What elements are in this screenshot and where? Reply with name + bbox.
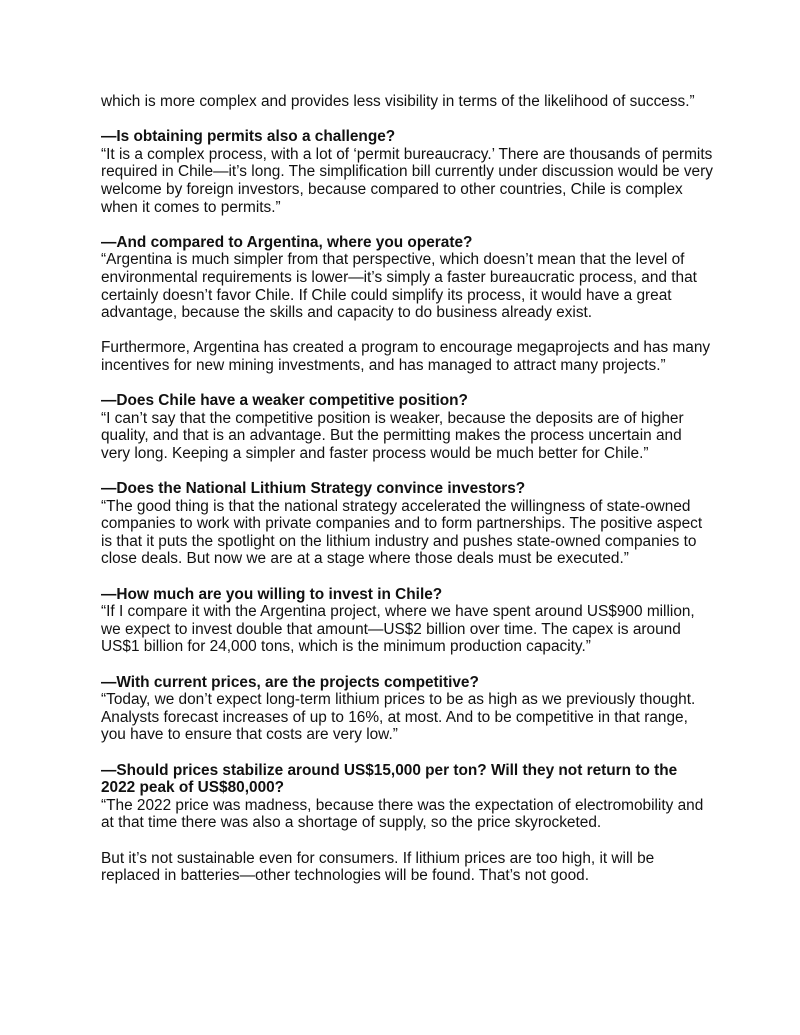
qa-block-current-prices bbox=[101, 674, 713, 744]
answer-paragraph: “The good thing is that the national strategy accelerated the willingness of state-owned companies to work with private companies and to form partnerships. The positive aspect is that it puts the spotlight on the lithium industry and pushes state-owned companies to close deals. But now we are at a stage where those deals must be executed.” bbox=[101, 497, 703, 568]
qa-block-investment bbox=[101, 586, 713, 656]
qa-block-price-peak bbox=[101, 762, 713, 885]
question-heading: —Does Chile have a weaker competitive position? bbox=[101, 392, 468, 410]
intro-paragraph: which is more complex and provides less visibility in terms of the likelihood of success.” bbox=[101, 93, 695, 110]
answer-paragraph: “Argentina is much simpler from that perspective, which doesn’t mean that the level of environmental requirements is lower—it’s simply a faster bureaucratic process, and that certainly doesn’t favor Chile. If Chile could simplify its process, it would have a great advantage, because the skills and capacity to do business already exist. bbox=[101, 251, 697, 322]
answer-paragraph: “Today, we don’t expect long-term lithium prices to be as high as we previously thought. Analysts forecast increases of up to 16%, at most. And to be competitive in that range, you have to ensure that costs are very low.” bbox=[101, 691, 696, 744]
qa-block-argentina bbox=[101, 234, 713, 375]
qa-block-lithium-strategy bbox=[101, 480, 713, 568]
answer-paragraph: But it’s not sustainable even for consumers. If lithium prices are too high, it will be replaced in batteries—other technologies will be found. That’s not good. bbox=[101, 849, 655, 885]
question-heading: —Should prices stabilize around US$15,000 per ton? Will they not return to the 2022 peak of US$80,000? bbox=[101, 761, 678, 797]
answer-paragraph: “If I compare it with the Argentina project, where we have spent around US$900 million, we expect to invest double that amount—US$2 billion over time. The capex is around US$1 billion for 24,000 tons, which is the minimum production capacity.” bbox=[101, 603, 695, 656]
document-page bbox=[101, 93, 713, 885]
qa-block-permits bbox=[101, 128, 713, 216]
question-heading: —How much are you willing to invest in Chile? bbox=[101, 585, 443, 603]
answer-paragraph: “I can’t say that the competitive position is weaker, because the deposits are of higher quality, and that is an advantage. But the permitting makes the process uncertain and very long. Keeping a simpler and faster process would be much better for Chile.” bbox=[101, 409, 684, 462]
answer-paragraph: “It is a complex process, with a lot of ‘permit bureaucracy.’ There are thousands of permits required in Chile—it’s long. The simplification bill currently under discussion would be very welcome by foreign investors, because compared to other countries, Chile is complex when it comes to permits.” bbox=[101, 145, 713, 216]
question-heading: —Is obtaining permits also a challenge? bbox=[101, 128, 396, 146]
answer-paragraph: Furthermore, Argentina has created a program to encourage megaprojects and has many incentives for new mining investments, and has managed to attract many projects.” bbox=[101, 339, 711, 374]
qa-block-competitive-position bbox=[101, 392, 713, 462]
answer-paragraph: “The 2022 price was madness, because there was the expectation of electromobility and at that time there was also a shortage of supply, so the price skyrocketed. bbox=[101, 796, 704, 832]
question-heading: —And compared to Argentina, where you operate? bbox=[101, 233, 473, 251]
question-heading: —With current prices, are the projects competitive? bbox=[101, 673, 479, 691]
question-heading: —Does the National Lithium Strategy convince investors? bbox=[101, 480, 526, 498]
